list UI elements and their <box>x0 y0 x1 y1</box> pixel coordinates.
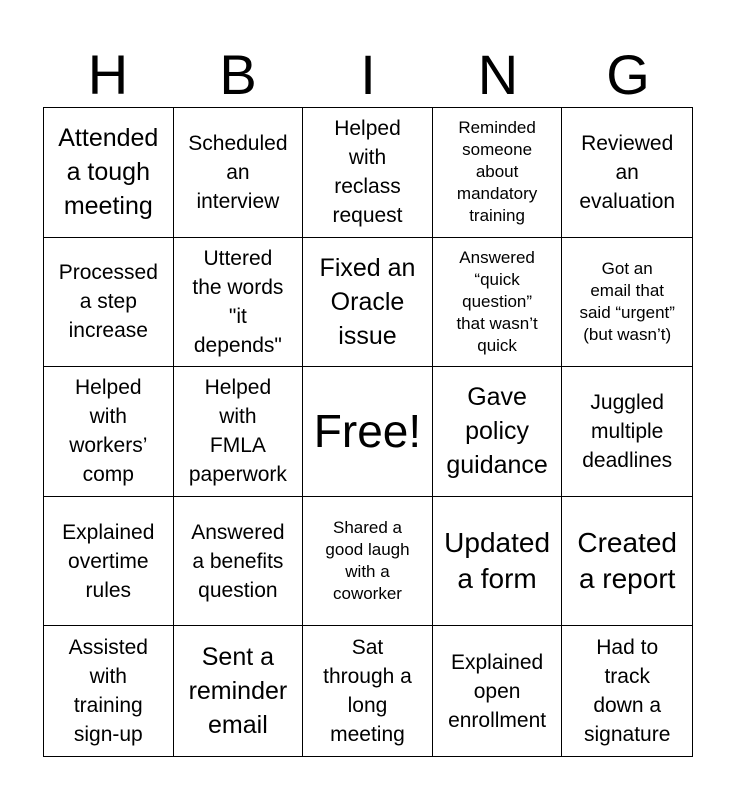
bingo-cell[interactable]: Scheduled an interview <box>174 108 304 238</box>
bingo-cell[interactable]: Juggled multiple deadlines <box>562 367 692 497</box>
bingo-cell[interactable]: Uttered the words "it depends" <box>174 238 304 368</box>
bingo-cell[interactable]: Helped with workers’ comp <box>44 367 174 497</box>
bingo-cell[interactable]: Answered “quick question” that wasn’t quick <box>433 238 563 368</box>
bingo-cell[interactable]: Reviewed an evaluation <box>562 108 692 238</box>
bingo-header <box>43 40 693 110</box>
header-letter-i: I <box>360 43 376 106</box>
header-letter-h: H <box>87 43 129 106</box>
bingo-cell[interactable]: Processed a step increase <box>44 238 174 368</box>
header-letter-n: N <box>477 43 519 106</box>
bingo-cell[interactable]: Sent a reminder email <box>174 626 304 756</box>
free-space-cell[interactable]: Free! <box>303 367 433 497</box>
bingo-cell[interactable]: Helped with reclass request <box>303 108 433 238</box>
header-letter-b: B <box>219 43 257 106</box>
bingo-cell[interactable]: Fixed an Oracle issue <box>303 238 433 368</box>
bingo-cell[interactable]: Shared a good laugh with a coworker <box>303 497 433 627</box>
bingo-cell[interactable]: Answered a benefits question <box>174 497 304 627</box>
bingo-cell[interactable]: Attended a tough meeting <box>44 108 174 238</box>
bingo-cell[interactable]: Explained open enrollment <box>433 626 563 756</box>
bingo-cell[interactable]: Updated a form <box>433 497 563 627</box>
bingo-cell[interactable]: Reminded someone about mandatory training <box>433 108 563 238</box>
bingo-cell[interactable]: Assisted with training sign-up <box>44 626 174 756</box>
bingo-cell[interactable]: Gave policy guidance <box>433 367 563 497</box>
bingo-cell[interactable]: Explained overtime rules <box>44 497 174 627</box>
bingo-cell[interactable]: Had to track down a signature <box>584 636 671 747</box>
bingo-cell[interactable]: Got an email that said “urgent” (but wasn’t) <box>562 238 692 368</box>
bingo-cell[interactable]: Created a report <box>562 497 692 627</box>
bingo-cell[interactable]: Sat through a long meeting <box>303 626 433 756</box>
bingo-grid <box>43 107 693 757</box>
bingo-cell[interactable]: Helped with FMLA paperwork <box>174 367 304 497</box>
header-letter-g: G <box>606 43 650 106</box>
